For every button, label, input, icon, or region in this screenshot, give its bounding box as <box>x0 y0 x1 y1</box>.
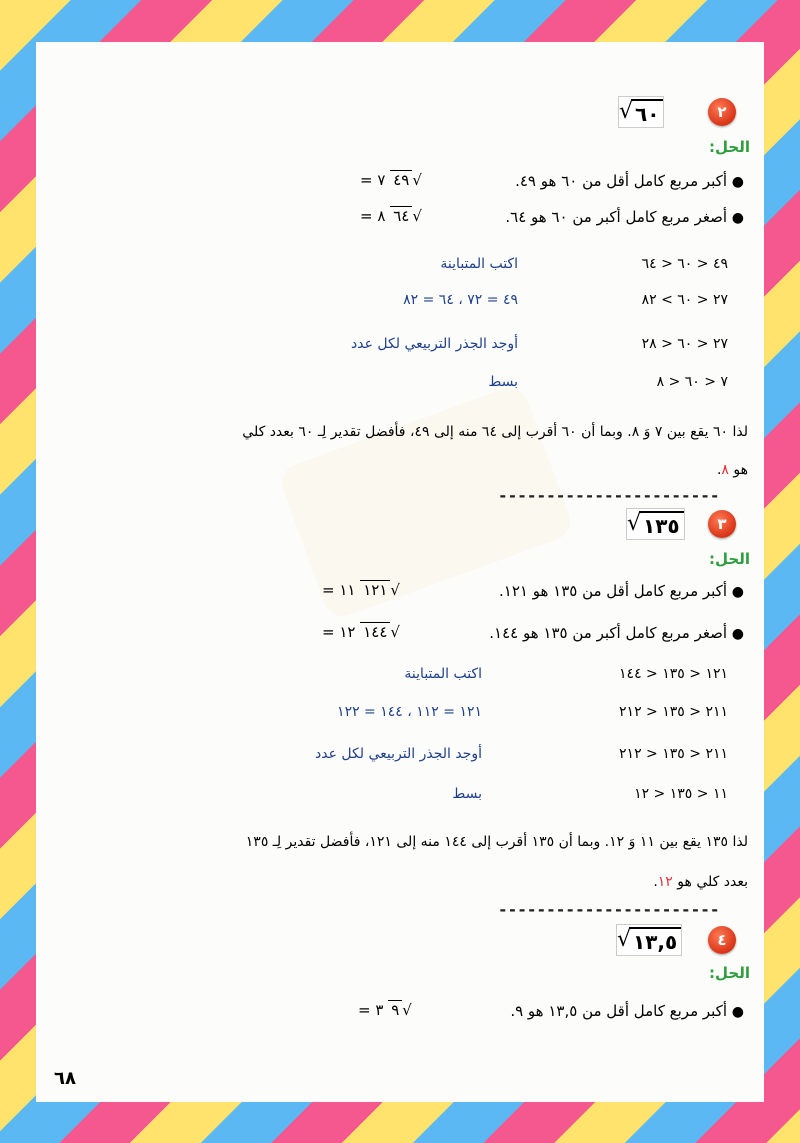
bullet-line: ● أصغر مربع كامل أكبر من ١٣٥ هو ١٤٤. <box>489 624 744 642</box>
radical-icon: √ <box>617 927 632 952</box>
bullet-line: ● أكبر مربع كامل أقل من ٦٠ هو ٤٩. <box>515 172 744 190</box>
bullet-icon: ● <box>731 626 744 642</box>
step-expression: ٢١١ < ١٣٥ < ٢١٢ <box>619 704 728 720</box>
step-note: ١٢١ = ١١٢ ، ١٤٤ = ١٢٢ <box>337 704 482 720</box>
root-expression: ١٢١ √ <box>360 580 400 599</box>
problem-number-badge: ٣ <box>708 510 736 538</box>
conclusion-answer-line: هو ٨. <box>716 462 748 478</box>
conclusion-answer-line: بعدد كلي هو ١٢. <box>653 874 748 890</box>
bullet-icon: ● <box>731 174 744 190</box>
step-note: أوجد الجذر التربيعي لكل عدد <box>315 746 482 762</box>
solution-label: الحل: <box>709 964 750 982</box>
solution-label: الحل: <box>709 550 750 568</box>
step-expression: ١٢١ < ١٣٥ < ١٤٤ <box>619 666 728 682</box>
page-number: ٦٨ <box>54 1068 76 1089</box>
conclusion-text: لذا ٦٠ يقع بين ٧ وَ ٨. وبما أن ٦٠ أقرب إلى ٦٤ منه إلى ٤٩، فأفضل تقدير لِـ ٦٠ بعدد كلي <box>242 424 748 440</box>
step-expression: ٢٧ < ٦٠ < ٢٨ <box>641 336 728 352</box>
radicand: ١٣٥ <box>639 511 684 539</box>
bullet-root-result: = ٣ ٩ √ <box>358 1000 412 1019</box>
problem-root-expression <box>618 96 664 128</box>
step-note: بسط <box>488 374 518 390</box>
step-expression: ١١ < ١٣٥ < ١٢ <box>634 786 728 802</box>
answer: ٨ <box>721 462 729 478</box>
solution-label: الحل: <box>709 138 750 156</box>
worksheet-page <box>36 42 764 1102</box>
bullet-line: ● أكبر مربع كامل أقل من ١٣,٥ هو ٩. <box>510 1002 744 1020</box>
step-note: أوجد الجذر التربيعي لكل عدد <box>351 336 518 352</box>
problem-number-badge: ٤ <box>708 926 736 954</box>
step-expression: ٢٧ < ٦٠ > ٨٢ <box>641 292 728 308</box>
radical-icon: √ <box>627 511 642 536</box>
root-expression: ٤٩ √ <box>390 170 422 189</box>
bullet-root-result: = ٨ ٦٤ √ <box>360 206 422 225</box>
separator-line: ----------------------- <box>498 486 720 505</box>
bullet-root-result: = ٧ ٤٩ √ <box>360 170 422 189</box>
radicand: ٦٠ <box>631 99 663 127</box>
bullet-root-result: = ١٢ ١٤٤ √ <box>322 622 400 641</box>
bullet-icon: ● <box>731 210 744 226</box>
problem-root-expression <box>616 924 682 956</box>
step-expression: ٤٩ < ٦٠ < ٦٤ <box>641 256 728 272</box>
step-note: اكتب المتباينة <box>440 256 518 272</box>
root-expression: ٦٤ √ <box>390 206 422 225</box>
problem-root-expression <box>626 508 685 540</box>
radicand: ١٣,٥ <box>629 927 681 955</box>
step-note: بسط <box>452 786 482 802</box>
bullet-line: ● أكبر مربع كامل أقل من ١٣٥ هو ١٢١. <box>498 582 744 600</box>
step-expression: ٧ < ٦٠ < ٨ <box>656 374 728 390</box>
step-note: اكتب المتباينة <box>404 666 482 682</box>
problem-number-badge: ٢ <box>708 98 736 126</box>
root-expression: ٩ √ <box>388 1000 412 1019</box>
root-expression: ١٤٤ √ <box>360 622 400 641</box>
answer: ١٢ <box>657 874 673 890</box>
separator-line: ----------------------- <box>498 900 720 919</box>
step-expression: ٢١١ < ١٣٥ < ٢١٢ <box>619 746 728 762</box>
bullet-line: ● أصغر مربع كامل أكبر من ٦٠ هو ٦٤. <box>505 208 744 226</box>
step-note: ٤٩ = ٧٢ ، ٦٤ = ٨٢ <box>403 292 518 308</box>
conclusion-text: لذا ١٣٥ يقع بين ١١ وَ ١٢. وبما أن ١٣٥ أقرب إلى ١٤٤ منه إلى ١٢١، فأفضل تقدير لِـ ١٣٥ <box>245 834 748 850</box>
bullet-root-result: = ١١ ١٢١ √ <box>322 580 400 599</box>
bullet-icon: ● <box>731 1004 744 1020</box>
bullet-icon: ● <box>731 584 744 600</box>
radical-icon: √ <box>619 99 634 124</box>
